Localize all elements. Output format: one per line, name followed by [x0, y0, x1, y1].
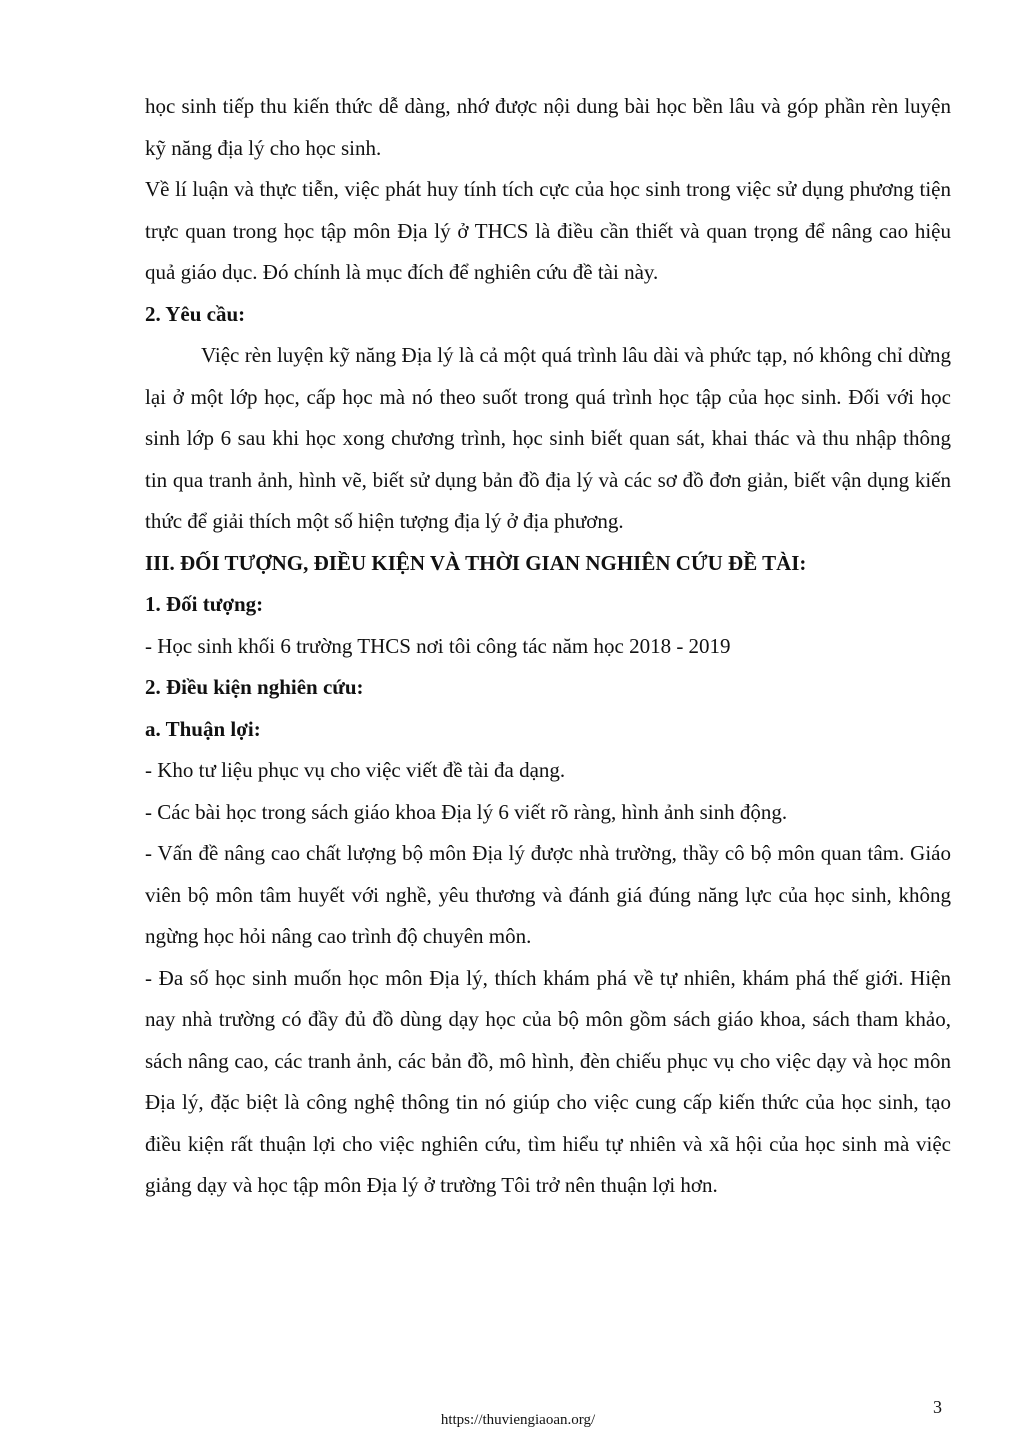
- paragraph-advantage-1: - Kho tư liệu phục vụ cho việc viết đề tài đa dạng.: [145, 758, 566, 782]
- heading-advantages: a. Thuận lợi:: [145, 716, 261, 741]
- paragraph-advantage-3: - Vấn đề nâng cao chất lượng bộ môn Địa lý được nhà trường, thầy cô bộ môn quan tâm. Giáo viên bộ môn tâm huyết với nghề, yêu thương và đánh giá đúng năng lực của học sinh, không ngừng học hỏi nâng cao trình độ chuyên môn.: [145, 841, 951, 948]
- heading-section-3: III. ĐỐI TƯỢNG, ĐIỀU KIỆN VÀ THỜI GIAN NGHIÊN CỨU ĐỀ TÀI:: [145, 550, 807, 575]
- paragraph-advantage-2: - Các bài học trong sách giáo khoa Địa lý 6 viết rõ ràng, hình ảnh sinh động.: [145, 799, 788, 824]
- paragraph-intro-continued: học sinh tiếp thu kiến thức dễ dàng, nhớ được nội dung bài học bền lâu và góp phần rèn luyện kỹ năng địa lý cho học sinh.: [145, 94, 951, 160]
- paragraph-theory-practice: Về lí luận và thực tiễn, việc phát huy tính tích cực của học sinh trong việc sử dụng phương tiện trực quan trong học tập môn Địa lý ở THCS là điều cần thiết và quan trọng để nâng cao hiệu quả giáo dục. Đó chính là mục đích để nghiên cứu đề tài này.: [145, 177, 951, 284]
- document-body: [145, 86, 951, 1207]
- heading-requirements: 2. Yêu cầu:: [145, 301, 246, 326]
- heading-research-conditions: 2. Điều kiện nghiên cứu:: [145, 675, 364, 699]
- heading-subjects: 1. Đối tượng:: [145, 592, 264, 616]
- paragraph-advantage-4: - Đa số học sinh muốn học môn Địa lý, thích khám phá về tự nhiên, khám phá thế giới. Hiện nay nhà trường có đầy đủ đồ dùng dạy học của bộ môn gồm sách giáo khoa, sách tham khảo, sách nâng cao, các tranh ảnh, các bản đồ, mô hình, đèn chiếu phục vụ cho việc dạy và học môn Địa lý, đặc biệt là công nghệ thông tin nó giúp cho việc cung cấp kiến thức của học sinh, tạo điều kiện rất thuận lợi cho việc nghiên cứu, tìm hiểu tự nhiên và xã hội của học sinh mà việc giảng dạy và học tập môn Địa lý ở trường Tôi trở nên thuận lợi hơn.: [145, 965, 951, 1197]
- paragraph-subjects: - Học sinh khối 6 trường THCS nơi tôi công tác năm học 2018 - 2019: [145, 633, 731, 658]
- footer-url: https://thuviengiaoan.org/: [440, 1412, 596, 1428]
- paragraph-requirements: Việc rèn luyện kỹ năng Địa lý là cả một quá trình lâu dài và phức tạp, nó không chỉ dừng lại ở một lớp học, cấp học mà nó theo suốt trong quá trình học tập của học sinh. Đối với học sinh lớp 6 sau khi học xong chương trình, học sinh biết quan sát, khai thác và thu nhập thông tin qua tranh ảnh, hình vẽ, biết sử dụng bản đồ địa lý và các sơ đồ đơn giản, biết vận dụng kiến thức để giải thích một số hiện tượng địa lý ở địa phương.: [145, 343, 951, 533]
- page-number: 3: [933, 1397, 942, 1417]
